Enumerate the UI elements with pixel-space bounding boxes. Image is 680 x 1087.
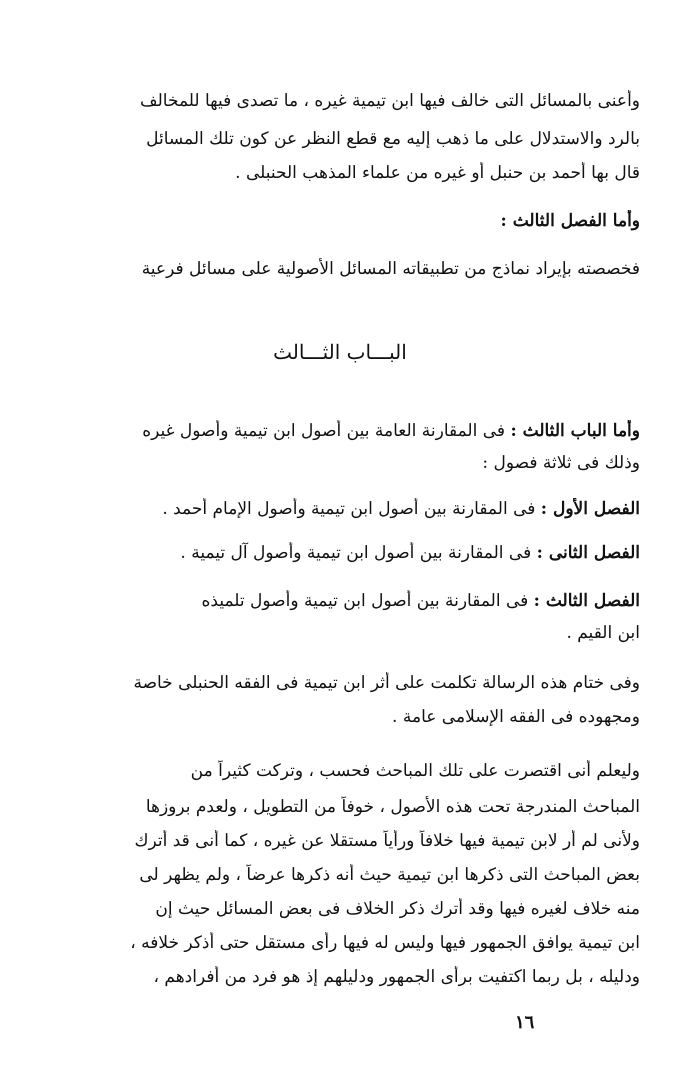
chapter-3-label: الفصل الثالث : <box>533 591 640 611</box>
page-number: ١٦ <box>515 1012 535 1033</box>
conclusion-line1: وفى ختام هذه الرسالة تكلمت على أثر ابن تيمية فى الفقه الحنبلى خاصة <box>133 673 640 693</box>
chapter3-line1-rest: فى المقارنة العامة بين أصول ابن تيمية وأصول غيره <box>142 421 506 441</box>
chapter-1-text: فى المقارنة بين أصول ابن تيمية وأصول الإمام أحمد . <box>162 499 536 519</box>
chapter-2-line <box>40 542 640 564</box>
final-paragraph-line2: المباحث المندرجة تحت هذه الأصول ، خوفاً من التطويل ، ولعدم بروزها <box>145 797 640 817</box>
conclusion-line2: ومجهوده فى الفقه الإسلامى عامة . <box>392 707 640 727</box>
paragraph1-line2: بالرد والاستدلال على ما ذهب إليه مع قطع النظر عن كون تلك المسائل <box>146 129 640 149</box>
section3-text: فخصصته بإيراد نماذج من تطبيقاته المسائل الأصولية على مسائل فرعية <box>141 259 640 279</box>
chapter-3-line <box>40 590 640 612</box>
final-paragraph-line6: ابن تيمية يوافق الجمهور فيها وليس له فيها رأى مستقل حتى أذكر خلافه ، <box>130 933 640 953</box>
chapter-2-text: فى المقارنة بين أصول ابن تيمية وأصول آل تيمية . <box>180 543 532 563</box>
final-paragraph-line1: وليعلم أنى اقتصرت على تلك المباحث فحسب ، وتركت كثيراً من <box>190 761 640 781</box>
chapter3-line2: وذلك فى ثلاثة فصول : <box>482 453 640 473</box>
chapter-3-text: فى المقارنة بين أصول ابن تيمية وأصول تلميذه <box>201 591 529 611</box>
chapter-1-line <box>40 498 640 520</box>
chapter-heading: البـــاب الثـــالث <box>273 340 407 364</box>
chapter3-lead: وأما الباب الثالث : <box>510 421 640 441</box>
final-paragraph-line3: ولأنى لم أر لابن تيمية فيها خلافاً ورأياً مستقلا عن غيره ، كما أنى قد أترك <box>134 831 640 851</box>
chapter-1-label: الفصل الأول : <box>540 499 640 519</box>
chapter-2-label: الفصل الثانى : <box>536 543 640 563</box>
paragraph1-line3: قال بها أحمد بن حنبل أو غيره من علماء المذهب الحنبلى . <box>235 163 640 183</box>
final-paragraph-line7: ودليله ، بل ربما اكتفيت برأى الجمهور ودليلهم إذ هو فرد من أفرادهم ، <box>153 967 640 987</box>
final-paragraph-line4: بعض المباحث التى ذكرها ابن تيمية حيث أنه ذكرها عرضاً ، ولم يظهر لى <box>139 865 640 885</box>
paragraph1-line1: وأعنى بالمسائل التى خالف فيها ابن تيمية غيره ، ما تصدى فيها للمخالف <box>140 91 640 111</box>
final-paragraph-line5: منه خلاف لغيره فيها وقد أترك ذكر الخلاف فى بعض المسائل حيث إن <box>155 899 640 919</box>
document-page <box>40 60 640 1060</box>
chapter-3-continuation: ابن القيم . <box>566 623 640 643</box>
chapter3-line1 <box>40 420 640 442</box>
section3-title: وأما الفصل الثالث : <box>500 211 640 231</box>
